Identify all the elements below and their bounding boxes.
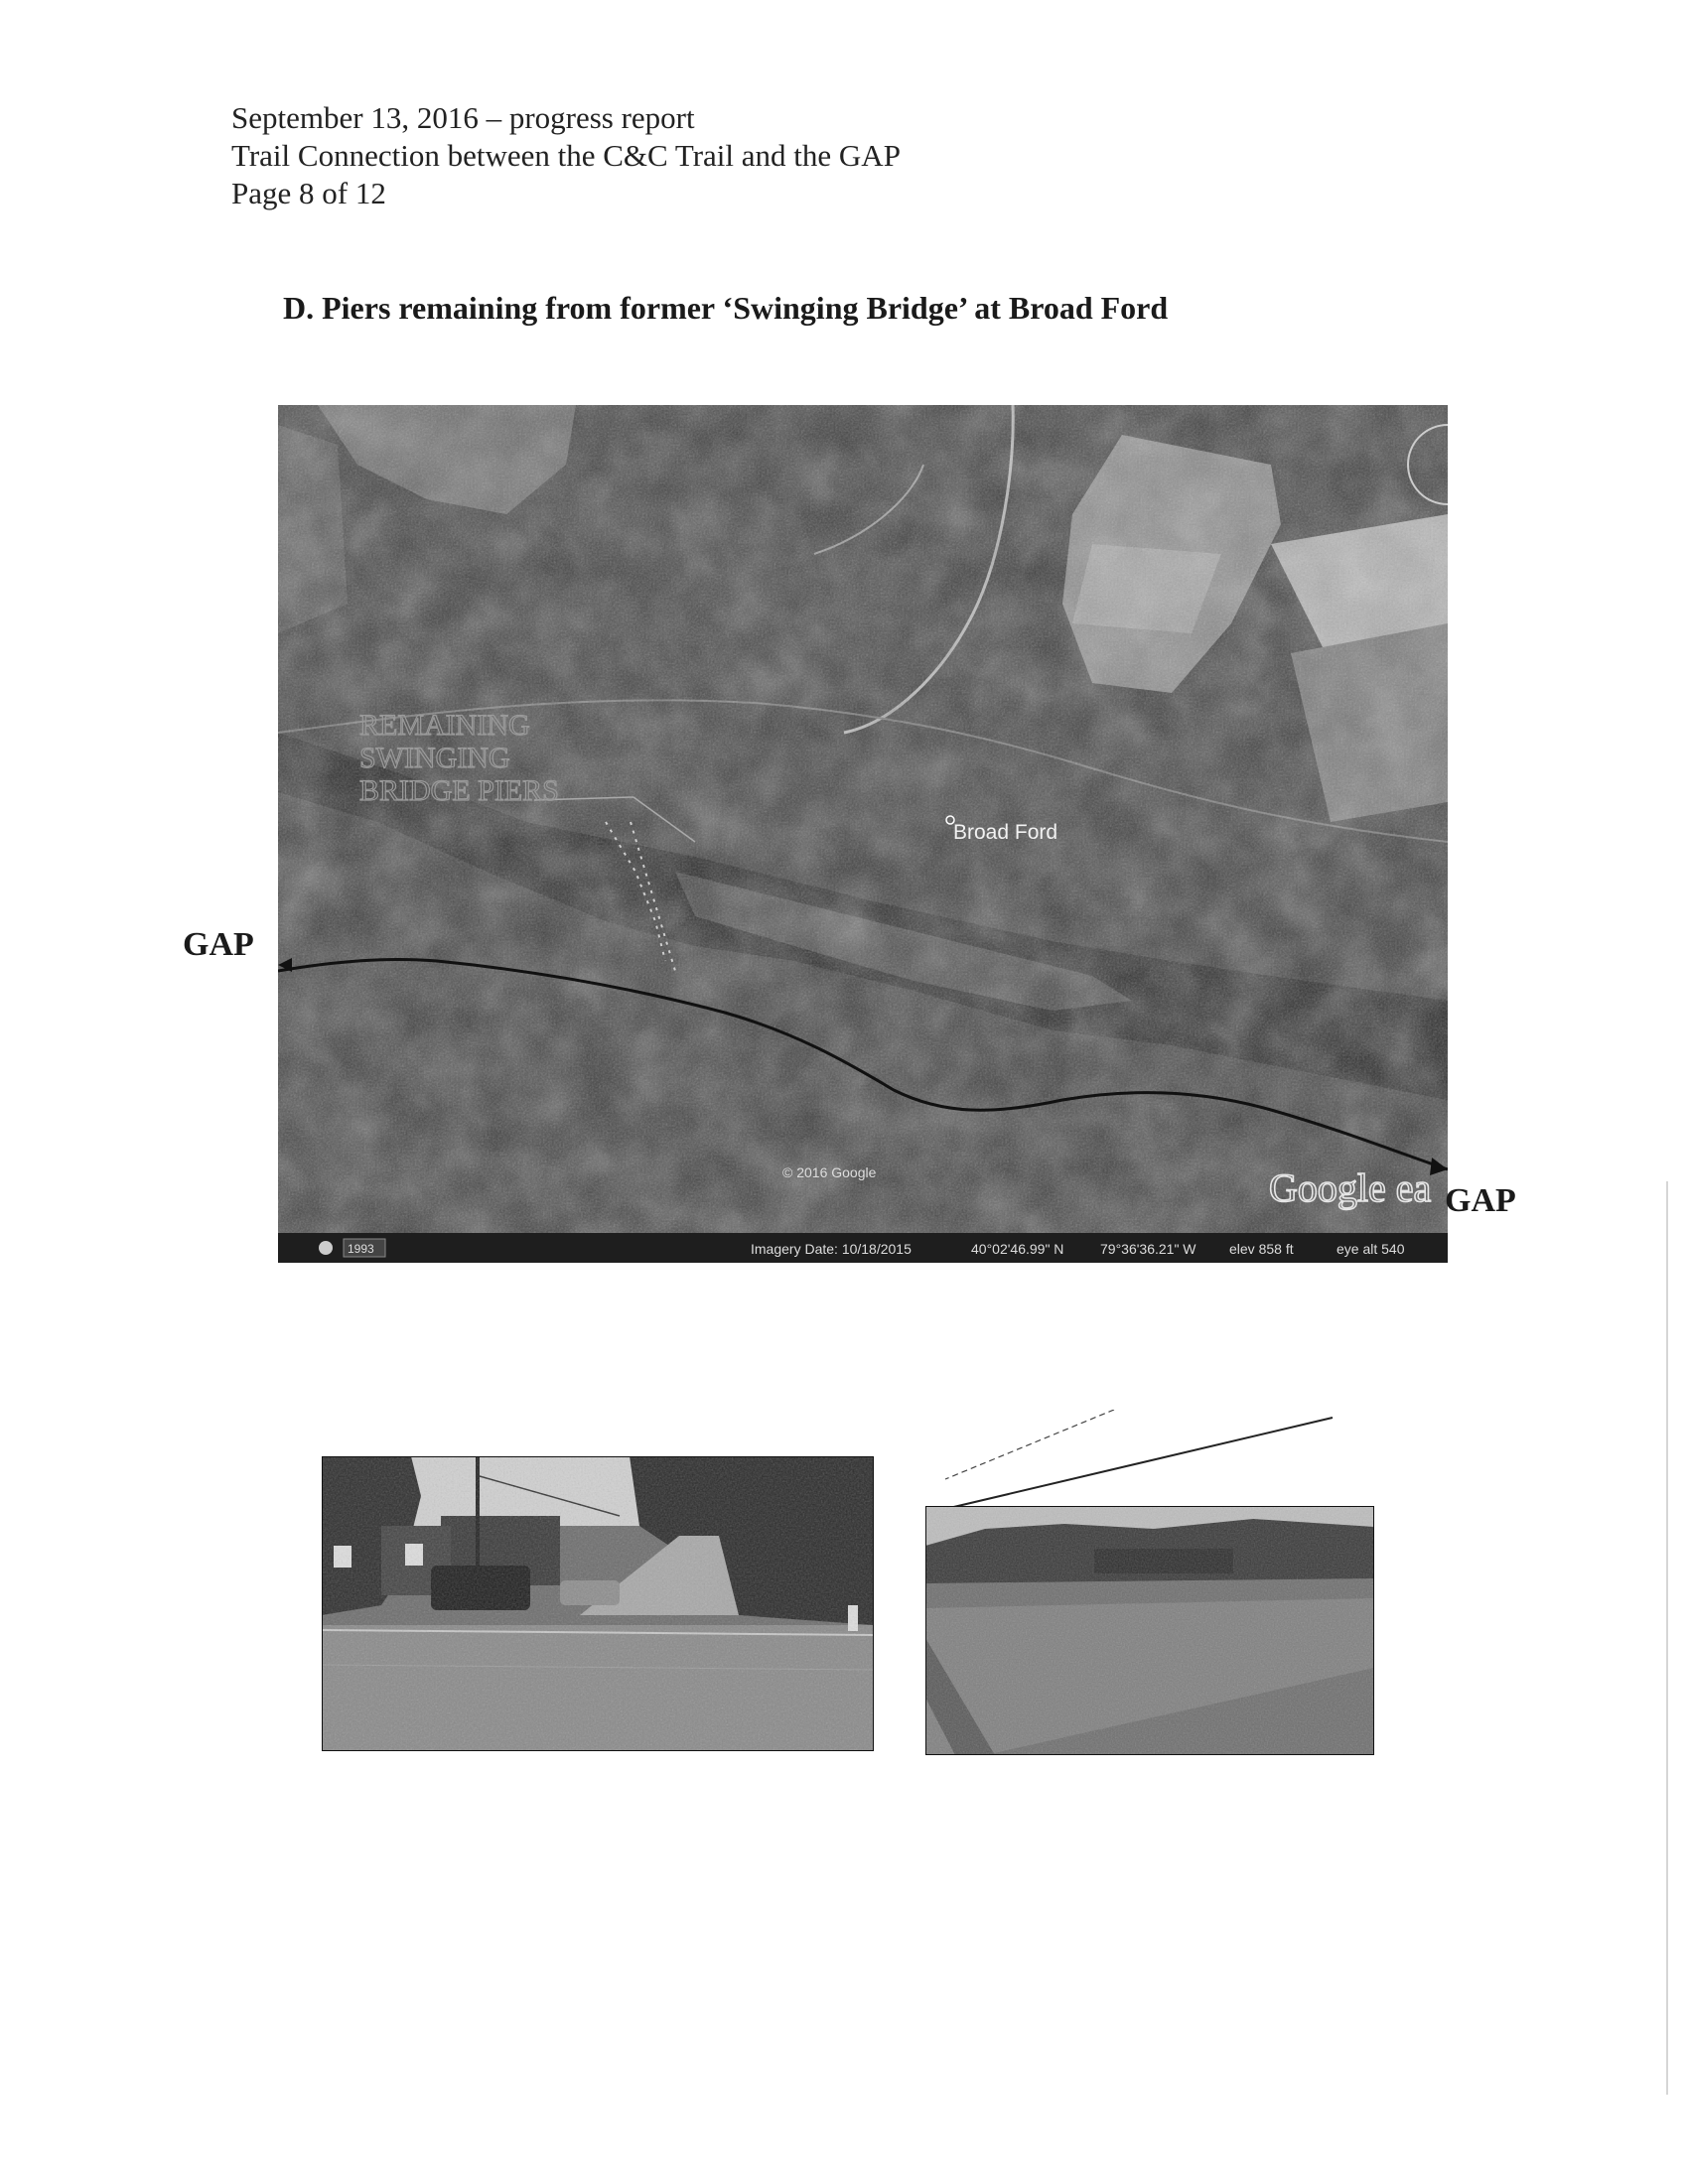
status-year: 1993 (348, 1242, 374, 1256)
scan-edge-line (1666, 1181, 1668, 2095)
annotation-line-2: SWINGING (359, 742, 510, 774)
field-photo-body (925, 1506, 1374, 1755)
gap-label-right: GAP (1445, 1182, 1516, 1219)
status-latitude: 40°02'46.99" N (971, 1241, 1064, 1257)
header-page-line: Page 8 of 12 (231, 176, 386, 210)
section-heading: D. Piers remaining from former ‘Swinging Bridge’ at Broad Ford (283, 290, 1169, 326)
status-longitude: 79°36'36.21" W (1100, 1241, 1196, 1257)
status-elevation: elev 858 ft (1229, 1241, 1294, 1257)
status-eye-alt: eye alt 540 (1336, 1241, 1405, 1257)
header-title-line: Trail Connection between the C&C Trail and the GAP (231, 138, 901, 173)
place-label: Broad Ford (953, 821, 1058, 844)
map-copyright: © 2016 Google (782, 1164, 877, 1180)
aerial-map (278, 405, 1448, 1263)
status-imagery-date: Imagery Date: 10/18/2015 (751, 1241, 912, 1257)
document-header (231, 99, 901, 212)
annotation-line-3: BRIDGE PIERS (359, 774, 559, 807)
annotation-line-1: REMAINING (359, 709, 530, 742)
header-date-line: September 13, 2016 – progress report (231, 100, 695, 135)
gap-label-left: GAP (183, 926, 254, 963)
photo-road-crossing (322, 1456, 874, 1751)
google-earth-watermark: Google ea (1269, 1165, 1432, 1210)
history-clock-icon (319, 1241, 333, 1255)
photo-field-view (925, 1410, 1374, 1755)
